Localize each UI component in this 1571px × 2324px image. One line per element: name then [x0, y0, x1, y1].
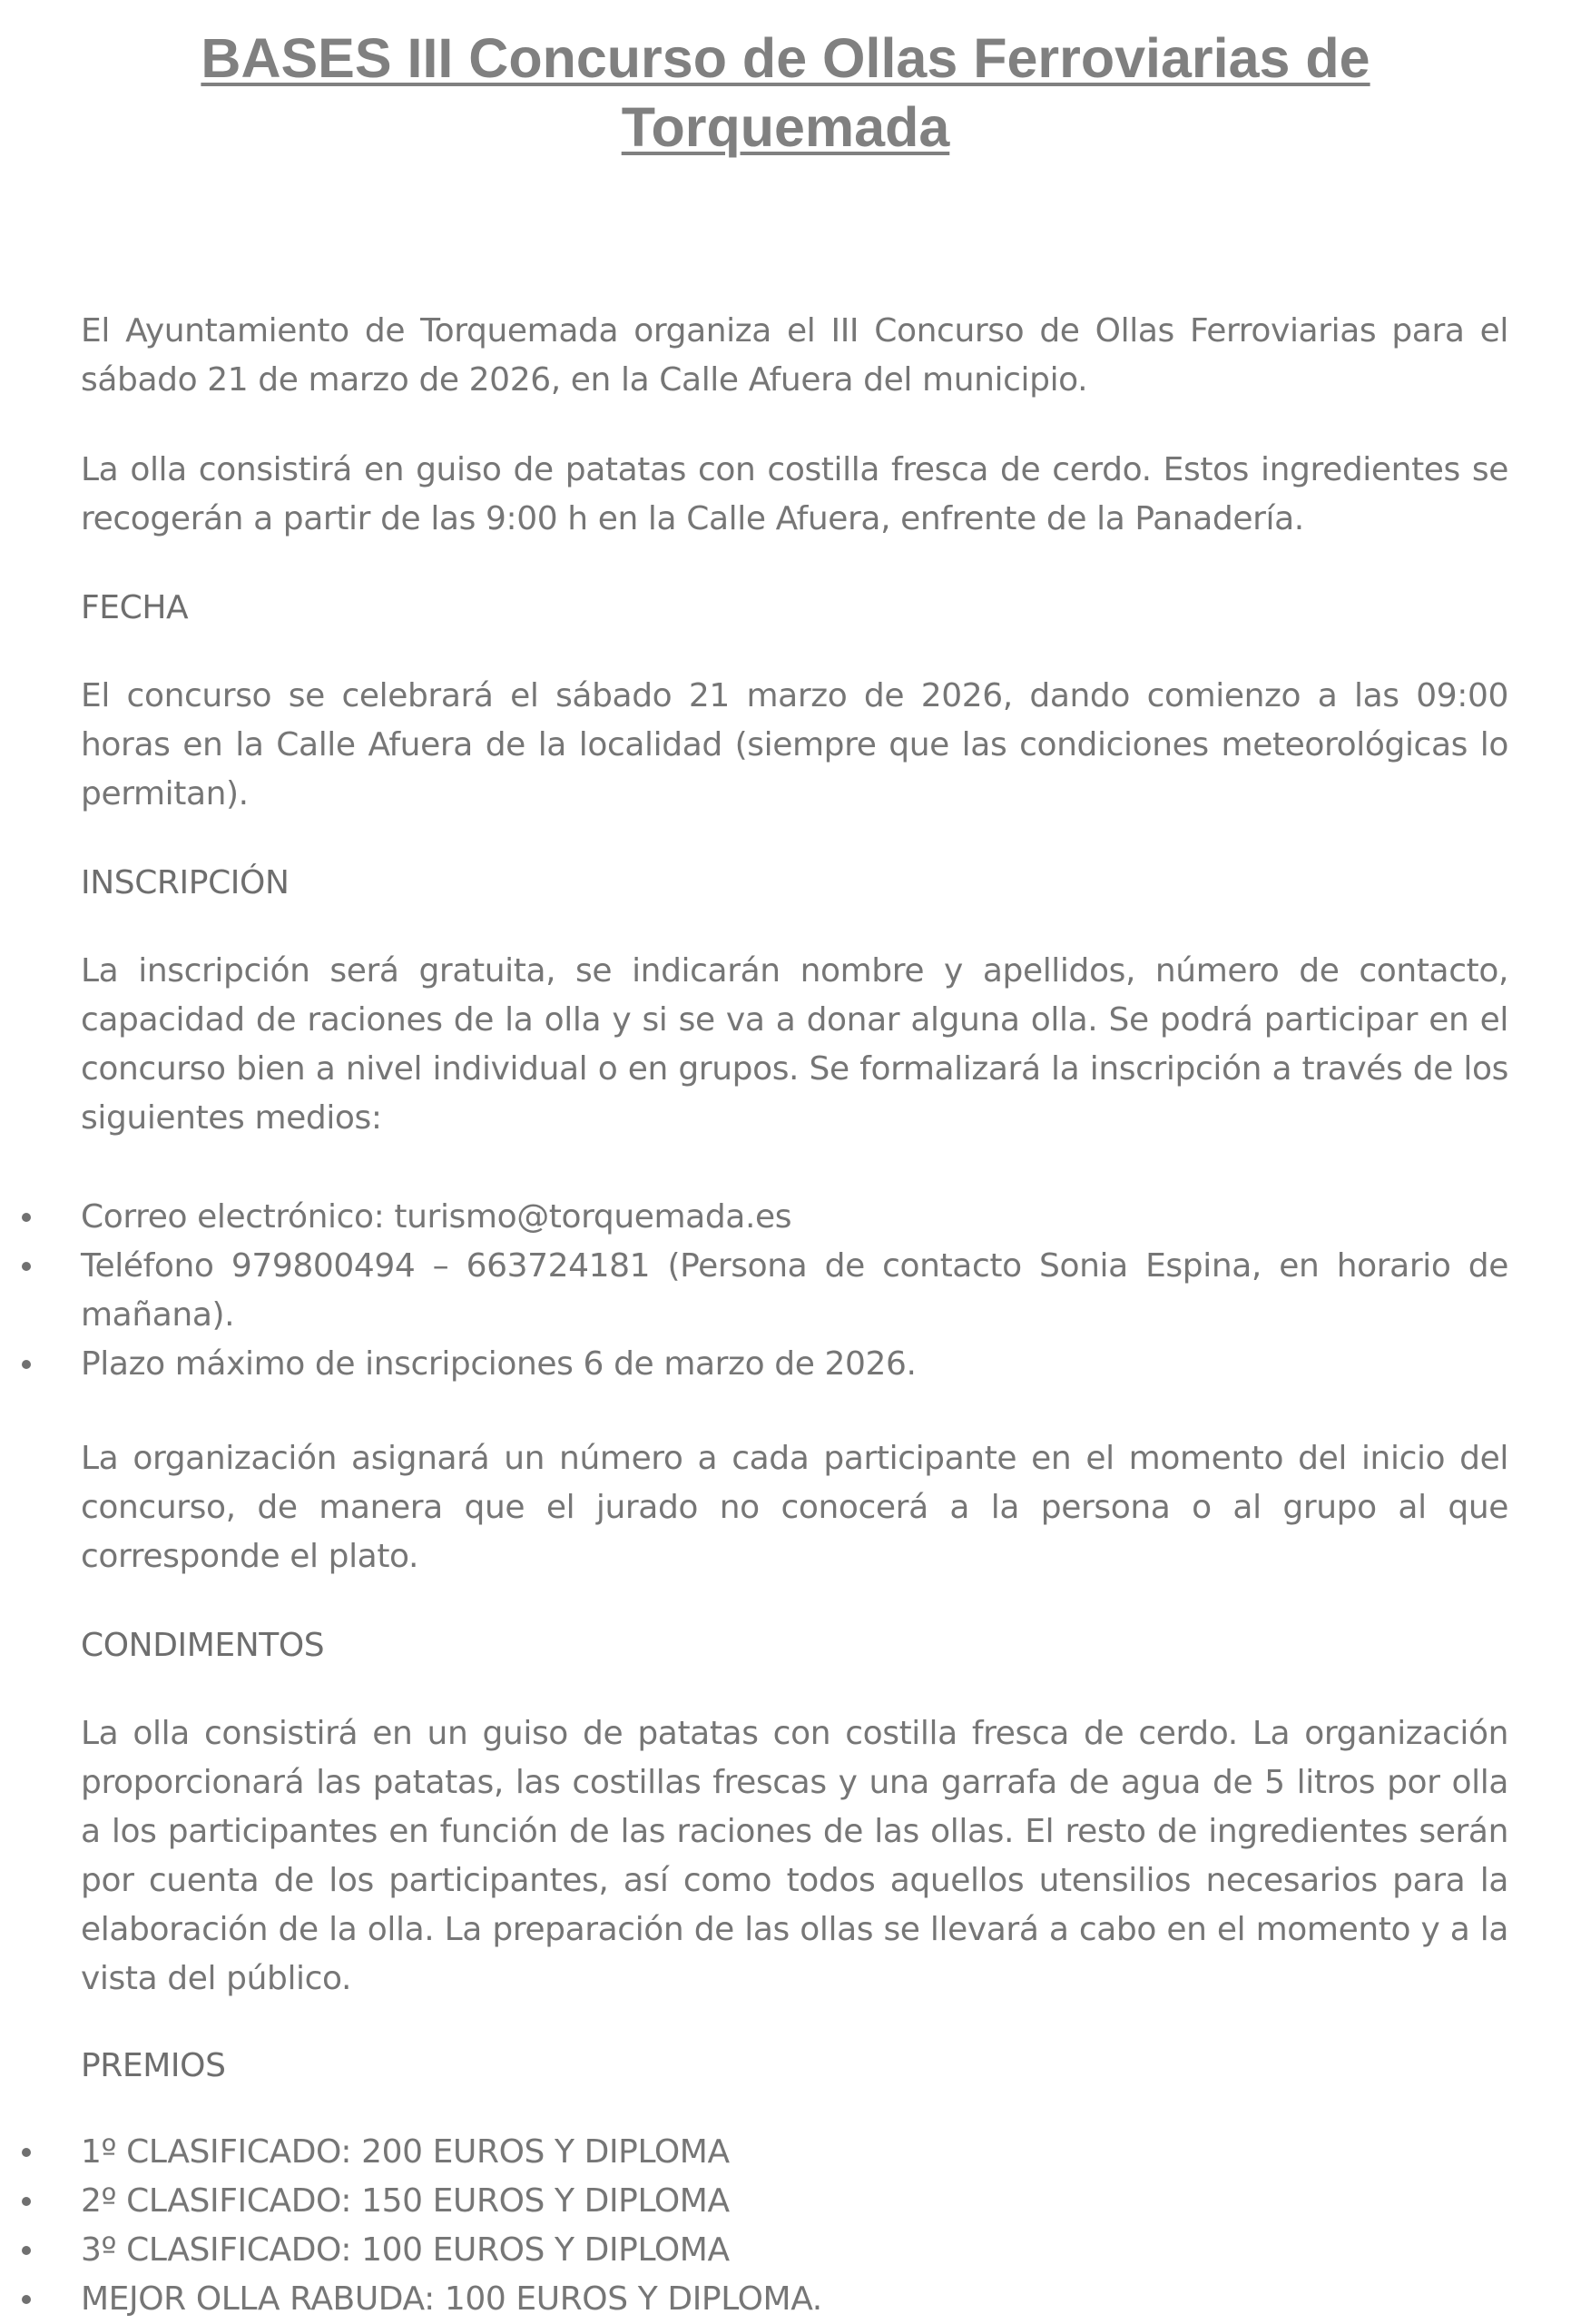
- inscripcion-item-deadline: Plazo máximo de inscripciones 6 de marzo de 2026.: [81, 1345, 917, 1383]
- list-item: [0, 2226, 1508, 2275]
- premio-item-3: 3º CLASIFICADO: 100 EUROS Y DIPLOMA: [81, 2231, 730, 2269]
- section-heading-condimentos: CONDIMENTOS: [81, 1627, 325, 1664]
- inscripcion-after-paragraph: La organización asignará un número a cada participante en el momento del inicio del concurso, de manera que el jurado no conocerá a la persona o al grupo al que corresponde el plato.: [81, 1440, 1508, 1575]
- title-line-1: BASES III Concurso de Ollas Ferroviarias de: [201, 27, 1370, 89]
- list-item: [0, 2128, 1508, 2177]
- intro-paragraph-1: El Ayuntamiento de Torquemada organiza el III Concurso de Ollas Ferroviarias para el sábado 21 de marzo de 2026, en la Calle Afuera del municipio.: [81, 312, 1508, 399]
- fecha-paragraph: El concurso se celebrará el sábado 21 marzo de 2026, dando comienzo a las 09:00 horas en la Calle Afuera de la localidad (siempre que las condiciones meteorológicas lo permitan).: [81, 677, 1508, 812]
- bullet-icon: [22, 1262, 31, 1271]
- premio-item-1: 1º CLASIFICADO: 200 EUROS Y DIPLOMA: [81, 2133, 730, 2171]
- inscripcion-item-email: Correo electrónico: turismo@torquemada.es: [81, 1198, 792, 1236]
- document-title: [0, 24, 1571, 162]
- inscripcion-list: [0, 1193, 1508, 1389]
- premio-item-rabuda: MEJOR OLLA RABUDA: 100 EUROS Y DIPLOMA.: [81, 2280, 822, 2318]
- bullet-icon: [22, 2197, 31, 2206]
- list-item: [0, 2177, 1508, 2226]
- title-line-2: Torquemada: [621, 96, 950, 158]
- list-item: [0, 1193, 1508, 1242]
- premios-list: [0, 2128, 1508, 2324]
- bullet-icon: [22, 1360, 31, 1369]
- inscripcion-item-phone: Teléfono 979800494 – 663724181 (Persona de contacto Sonia Espina, en horario de mañana).: [81, 1247, 1508, 1334]
- list-item: [0, 1340, 1508, 1389]
- bullet-icon: [22, 2148, 31, 2157]
- section-heading-fecha: FECHA: [81, 589, 189, 626]
- premio-item-2: 2º CLASIFICADO: 150 EUROS Y DIPLOMA: [81, 2182, 730, 2220]
- bullet-icon: [22, 2295, 31, 2304]
- bullet-icon: [22, 2246, 31, 2255]
- inscripcion-paragraph: La inscripción será gratuita, se indicarán nombre y apellidos, número de contacto, capacidad de raciones de la olla y si se va a donar alguna olla. Se podrá participar en el concurso bien a nivel individual o en grupos. Se formalizará la inscripción a través de los siguientes medios:: [81, 952, 1508, 1137]
- section-heading-premios: PREMIOS: [81, 2047, 226, 2084]
- bullet-icon: [22, 1213, 31, 1222]
- section-heading-inscripcion: INSCRIPCIÓN: [81, 864, 290, 901]
- condimentos-paragraph: La olla consistirá en un guiso de patatas con costilla fresca de cerdo. La organización proporcionará las patatas, las costillas frescas y una garrafa de agua de 5 litros por olla a los participantes en función de las raciones de las ollas. El resto de ingredientes serán por cuenta de los participantes, así como todos aquellos utensilios necesarios para la elaboración de la olla. La preparación de las ollas se llevará a cabo en el momento y a la vista del público.: [81, 1715, 1508, 1997]
- list-item: [0, 1242, 1508, 1340]
- intro-paragraph-2: La olla consistirá en guiso de patatas con costilla fresca de cerdo. Estos ingredientes se recogerán a partir de las 9:00 h en la Calle Afuera, enfrente de la Panadería.: [81, 451, 1508, 537]
- list-item: [0, 2275, 1508, 2324]
